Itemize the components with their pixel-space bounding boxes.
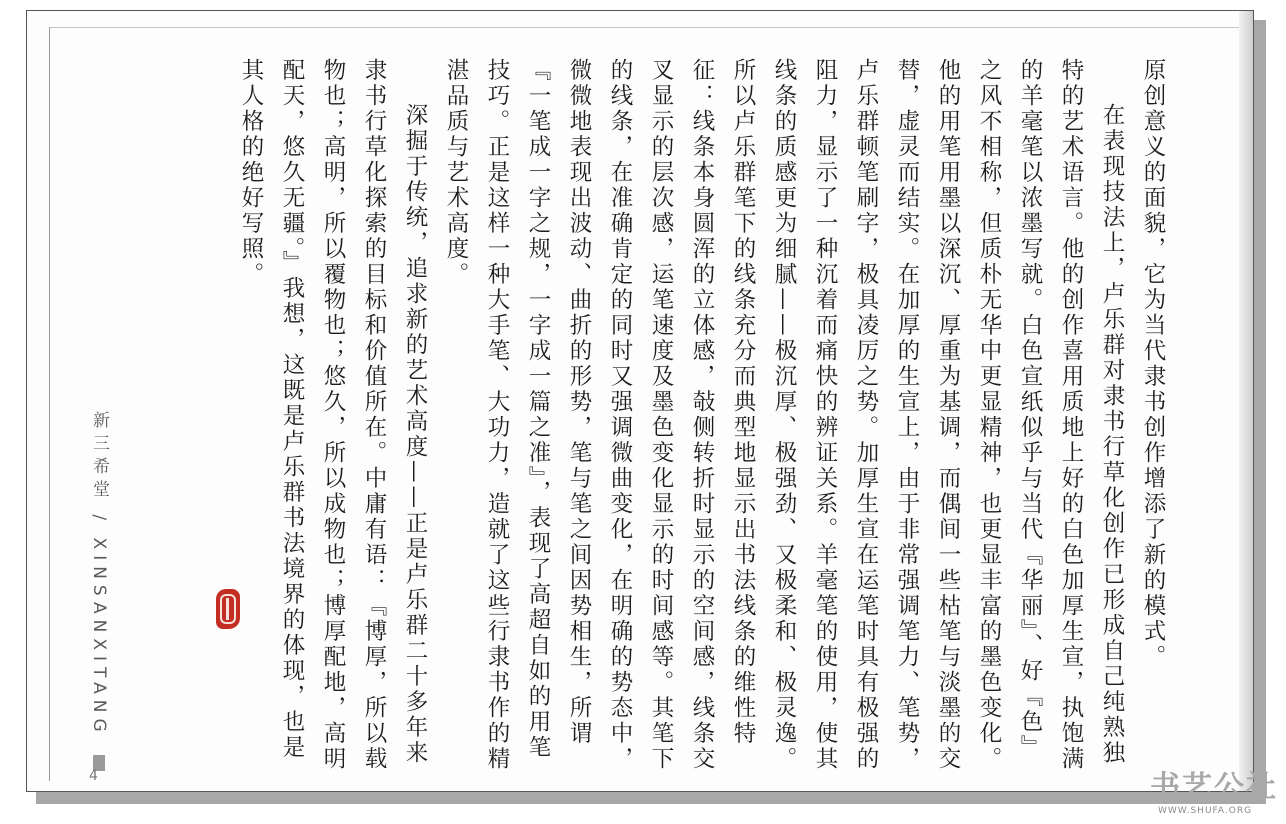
paragraph-1: 原创意义的面貌，它为当代隶书创作增添了新的模式。 <box>1140 58 1166 670</box>
red-seal-stamp <box>216 589 240 629</box>
page-number: 4 <box>89 768 98 784</box>
paragraph-2: 在表现技法上，卢乐群对隶书行草化创作已形成自己纯熟独特的艺术语言。他的创作喜用质地上好的白色加厚生宣，执饱满的羊毫笔以浓墨写就。白色宣纸似乎与当代『华丽』、好『色』之风不相称，但质朴无华中更显精神，也更显丰富的墨色变化。他的用笔用墨以深沉、厚重为基调，而偶间一些枯笔与淡墨的交替，虚灵而结实。在加厚的生宣上，由于非常强调笔力、笔势，卢乐群顿笔刷字，极具凌厉之势。加厚生宣在运笔时具有极强的阻力，显示了一种沉着而痛快的辨证关系。羊毫笔的使用，使其线条的质感更为细腻——极沉厚、极强劲、又极柔和、极灵逸。所以卢乐群笔下的线条充分而典型地显示出书法线条的维性特征：线条本身圆浑的立体感，敧侧转折时显示的空间感，线条交叉显示的层次感，运笔速度及墨色变化显示的时间感等。其笔下的线条，在准确肯定的同时又强调微曲变化，在明确的势态中，微微地表现出波动、曲折的形势，笔与笔之间因势相生，所谓『一笔成一字之规，一字成一篇之准』，表现了高超自如的用笔技巧。正是这样一种大手笔、大功力，造就了这些行隶书作的精湛品质与艺术高度。 <box>443 58 1125 772</box>
watermark-logo: 书艺公社 <box>1150 770 1278 805</box>
page-gutter <box>1239 11 1253 791</box>
running-header <box>87 411 112 777</box>
paragraph-3: 深掘于传统，追求新的艺术高度——正是卢乐群二十多年来隶书行草化探索的目标和价值所在。中庸有语：『博厚，所以载物也；高明，所以覆物也；悠久，所以成物也；博厚配地，高明配天，悠久无疆。』我想，这既是卢乐群书法境界的体现，也是其人格的绝好写照。 <box>238 58 428 772</box>
watermark-url: WWW.SHUFA.ORG <box>1157 806 1253 816</box>
vertical-text-block <box>230 58 1173 778</box>
running-header-separator: / <box>89 514 109 527</box>
site-watermark <box>1150 770 1286 824</box>
running-header-title: 新三希堂 <box>89 411 109 503</box>
book-page <box>26 10 1254 792</box>
running-header-latin: XINSANXITANG <box>89 537 109 738</box>
